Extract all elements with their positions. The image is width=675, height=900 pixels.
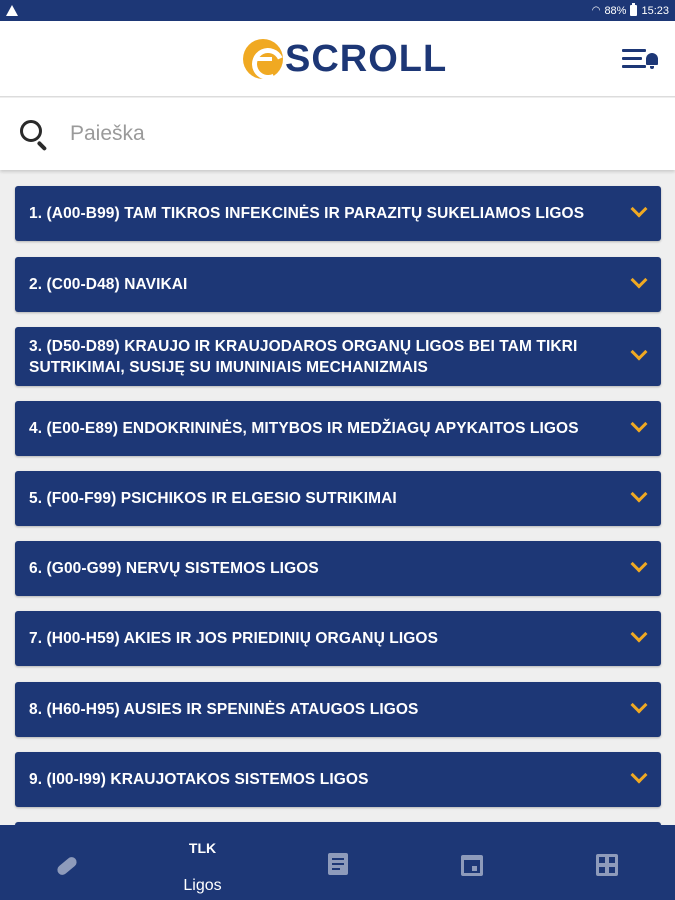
nav-calendar[interactable] <box>405 825 540 900</box>
battery-icon <box>630 5 637 16</box>
chevron-down-icon <box>629 557 647 575</box>
nav-documents[interactable] <box>270 825 405 900</box>
bottom-nav <box>0 825 675 900</box>
category-item-3[interactable] <box>15 327 661 386</box>
status-bar <box>0 0 675 21</box>
pill-icon <box>55 853 79 877</box>
chevron-down-icon <box>629 487 647 505</box>
category-label: 9. (I00-I99) KRAUJOTAKOS SISTEMOS LIGOS <box>29 771 369 788</box>
wifi-icon: ◠ <box>591 5 601 16</box>
grid-icon <box>595 853 619 877</box>
category-item-1[interactable] <box>15 186 661 241</box>
category-label: 4. (E00-E89) ENDOKRININĖS, MITYBOS IR MEDŽIAGŲ APYKAITOS LIGOS <box>29 420 579 437</box>
battery-percent: 88% <box>604 4 627 17</box>
search-icon[interactable] <box>20 120 50 150</box>
warning-icon <box>6 5 18 16</box>
category-item-8[interactable] <box>15 682 661 737</box>
nav-tlk-label: TLK <box>188 840 217 856</box>
nav-tlk-diseases[interactable] <box>135 825 270 900</box>
search-bar <box>0 98 675 170</box>
nav-medicines[interactable] <box>0 825 135 900</box>
calendar-icon <box>460 853 484 877</box>
category-label: 7. (H00-H59) AKIES IR JOS PRIEDINIŲ ORGANŲ LIGOS <box>29 630 439 647</box>
category-label: 8. (H60-H95) AUSIES IR SPENINĖS ATAUGOS LIGOS <box>29 701 419 718</box>
document-icon <box>325 853 349 877</box>
category-item-6[interactable] <box>15 541 661 596</box>
search-input[interactable] <box>70 116 650 152</box>
category-label: 6. (G00-G99) NERVŲ SISTEMOS LIGOS <box>29 560 319 577</box>
category-label: 2. (C00-D48) NAVIKAI <box>29 276 188 293</box>
menu-button[interactable] <box>620 45 660 75</box>
escroll-logo <box>243 39 447 79</box>
logo-e-icon <box>243 39 283 79</box>
chevron-down-icon <box>629 345 647 363</box>
logo-text: SCROLL <box>285 38 448 80</box>
clock: 15:23 <box>641 4 669 17</box>
chevron-down-icon <box>629 698 647 716</box>
category-label: 3. (D50-D89) KRAUJO IR KRAUJODAROS ORGANŲ LIGOS BEI TAM TIKRI SUTRIKIMAI, SUSIJĘ SU IMUNINIAIS MECHANIZMAIS <box>29 338 578 376</box>
category-label: 5. (F00-F99) PSICHIKOS IR ELGESIO SUTRIKIMAI <box>29 490 397 507</box>
category-item-2[interactable] <box>15 257 661 312</box>
chevron-down-icon <box>629 417 647 435</box>
category-item-7[interactable] <box>15 611 661 666</box>
chevron-down-icon <box>629 273 647 291</box>
category-item-9[interactable] <box>15 752 661 807</box>
chevron-down-icon <box>629 768 647 786</box>
chevron-down-icon <box>629 627 647 645</box>
category-item-4[interactable] <box>15 401 661 456</box>
nav-ligos-label: Ligos <box>183 877 222 894</box>
category-label: 1. (A00-B99) TAM TIKROS INFEKCINĖS IR PARAZITŲ SUKELIAMOS LIGOS <box>29 205 585 222</box>
chevron-down-icon <box>629 202 647 220</box>
app-header <box>0 21 675 97</box>
nav-calculator[interactable] <box>540 825 675 900</box>
category-item-5[interactable] <box>15 471 661 526</box>
